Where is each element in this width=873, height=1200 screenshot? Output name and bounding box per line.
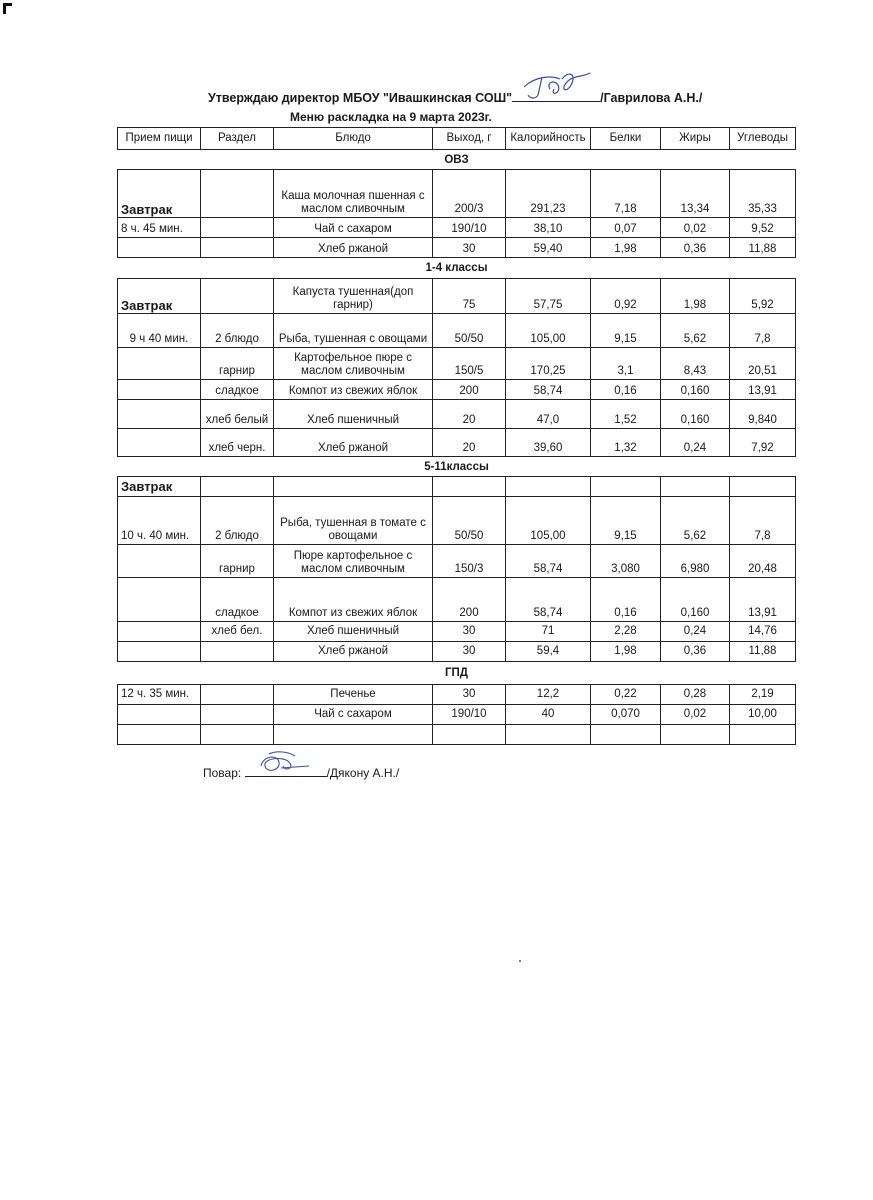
cell-dish: Хлеб ржаной: [274, 642, 433, 662]
cell-time: [118, 642, 201, 662]
cell-dish: Компот из свежих яблок: [274, 380, 433, 400]
table-row: [118, 400, 796, 429]
cell-carbs: 11,88: [730, 642, 796, 662]
table-row: [118, 725, 796, 745]
cell-kcal: 39,60: [506, 429, 591, 457]
group-title-row: [118, 457, 796, 477]
cell-carbs: 7,92: [730, 429, 796, 457]
cell-fat: 0,02: [661, 218, 730, 238]
cell-empty: [274, 477, 433, 497]
group-title: 5-11классы: [118, 457, 796, 477]
cell-section: 2 блюдо: [201, 314, 274, 348]
cell-carbs: 5,92: [730, 279, 796, 314]
cell-time: 9 ч 40 мин.: [118, 314, 201, 348]
col-header-meal: Прием пищи: [118, 128, 201, 150]
table-row: [118, 170, 796, 218]
meal-title: Завтрак: [118, 279, 201, 314]
cell-kcal: 71: [506, 622, 591, 642]
cell-carbs: 2,19: [730, 685, 796, 705]
cell-carbs: 14,76: [730, 622, 796, 642]
cell-yield: 190/10: [433, 218, 506, 238]
cell-empty: [730, 725, 796, 745]
cell-time: [118, 238, 201, 258]
table-row: [118, 380, 796, 400]
cell-time: 8 ч. 45 мин.: [118, 218, 201, 238]
cell-time: [118, 380, 201, 400]
menu-table: [117, 127, 796, 745]
cell-empty: [433, 725, 506, 745]
cell-yield: 75: [433, 279, 506, 314]
cell-section: [201, 170, 274, 218]
cell-dish: Печенье: [274, 685, 433, 705]
table-row: [118, 429, 796, 457]
group-title-row: [118, 662, 796, 685]
cell-carbs: 13,91: [730, 578, 796, 622]
approval-suffix: /Гаврилова А.Н./: [600, 91, 703, 105]
cell-yield: 190/10: [433, 705, 506, 725]
cell-yield: 20: [433, 429, 506, 457]
cell-carbs: 20,48: [730, 545, 796, 578]
cell-carbs: 9,840: [730, 400, 796, 429]
table-row: [118, 218, 796, 238]
cell-time: [118, 400, 201, 429]
cell-time: [118, 622, 201, 642]
col-header-dish: Блюдо: [274, 128, 433, 150]
meal-title: Завтрак: [118, 170, 201, 218]
cell-dish: Чай с сахаром: [274, 705, 433, 725]
table-row: [118, 477, 796, 497]
cell-kcal: 12,2: [506, 685, 591, 705]
group-title-row: [118, 150, 796, 170]
cell-kcal: 59,4: [506, 642, 591, 662]
table-row: [118, 348, 796, 380]
cell-protein: 0,070: [591, 705, 661, 725]
cell-time: [118, 705, 201, 725]
cell-kcal: 38,10: [506, 218, 591, 238]
cell-empty: [118, 725, 201, 745]
cell-dish: Хлеб ржаной: [274, 238, 433, 258]
table-row: [118, 622, 796, 642]
table-row: [118, 238, 796, 258]
cell-time: 10 ч. 40 мин.: [118, 497, 201, 545]
cell-empty: [506, 725, 591, 745]
cell-dish: Хлеб пшеничный: [274, 622, 433, 642]
scan-corner-mark: [3, 3, 12, 14]
cell-kcal: 59,40: [506, 238, 591, 258]
cell-protein: 2,28: [591, 622, 661, 642]
cell-yield: 30: [433, 642, 506, 662]
cell-fat: 1,98: [661, 279, 730, 314]
director-signature: [512, 89, 600, 102]
group-title: ОВЗ: [118, 150, 796, 170]
scan-speck: [519, 960, 521, 962]
table-row: [118, 545, 796, 578]
cell-empty: [201, 725, 274, 745]
cell-empty: [433, 477, 506, 497]
cook-name: /Дякону А.Н./: [326, 766, 400, 780]
cell-dish: Чай с сахаром: [274, 218, 433, 238]
table-row: [118, 642, 796, 662]
col-header-fat: Жиры: [661, 128, 730, 150]
cell-empty: [201, 477, 274, 497]
cell-yield: 50/50: [433, 497, 506, 545]
cell-fat: 13,34: [661, 170, 730, 218]
cell-protein: 0,07: [591, 218, 661, 238]
group-title-row: [118, 258, 796, 279]
col-header-carbs: Углеводы: [730, 128, 796, 150]
director-signature-scribble: [520, 69, 600, 103]
cell-fat: 0,160: [661, 400, 730, 429]
cell-yield: 50/50: [433, 314, 506, 348]
cell-dish: Каша молочная пшенная с маслом сливочным: [274, 170, 433, 218]
cell-fat: 5,62: [661, 497, 730, 545]
cell-dish: Хлеб пшеничный: [274, 400, 433, 429]
cell-yield: 200: [433, 380, 506, 400]
approval-prefix: Утверждаю директор МБОУ "Ивашкинская СОШ": [208, 91, 513, 105]
cell-protein: 0,16: [591, 578, 661, 622]
cook-signature-scribble: [255, 750, 315, 776]
cell-section: [201, 279, 274, 314]
cell-fat: 0,02: [661, 705, 730, 725]
cell-dish: Хлеб ржаной: [274, 429, 433, 457]
cell-section: [201, 642, 274, 662]
cell-dish: Рыба, тушенная с овощами: [274, 314, 433, 348]
cell-protein: 1,52: [591, 400, 661, 429]
cell-protein: 1,98: [591, 642, 661, 662]
cell-dish: Рыба, тушенная в томате с овощами: [274, 497, 433, 545]
cell-kcal: 105,00: [506, 497, 591, 545]
col-header-section: Раздел: [201, 128, 274, 150]
cell-time: [118, 429, 201, 457]
cell-carbs: 7,8: [730, 314, 796, 348]
table-row: [118, 279, 796, 314]
approval-line: [208, 89, 703, 105]
cell-section: хлеб бел.: [201, 622, 274, 642]
cell-empty: [506, 477, 591, 497]
document-subtitle: Меню раскладка на 9 марта 2023г.: [290, 110, 492, 124]
cell-section: хлеб белый: [201, 400, 274, 429]
cell-yield: 30: [433, 238, 506, 258]
cell-kcal: 58,74: [506, 545, 591, 578]
cell-fat: 0,160: [661, 578, 730, 622]
col-header-protein: Белки: [591, 128, 661, 150]
cell-fat: 0,36: [661, 238, 730, 258]
cell-time: [118, 348, 201, 380]
cell-fat: 0,24: [661, 622, 730, 642]
cell-dish: Пюре картофельное с маслом сливочным: [274, 545, 433, 578]
cell-protein: 7,18: [591, 170, 661, 218]
cell-section: хлеб черн.: [201, 429, 274, 457]
cell-section: гарнир: [201, 545, 274, 578]
cell-yield: 200/3: [433, 170, 506, 218]
cell-yield: 30: [433, 622, 506, 642]
cell-kcal: 58,74: [506, 380, 591, 400]
cell-fat: 5,62: [661, 314, 730, 348]
cell-kcal: 291,23: [506, 170, 591, 218]
cell-protein: 3,080: [591, 545, 661, 578]
cell-carbs: 11,88: [730, 238, 796, 258]
cell-carbs: 10,00: [730, 705, 796, 725]
cell-time: [118, 545, 201, 578]
cell-yield: 30: [433, 685, 506, 705]
cook-signature-line: [203, 764, 399, 780]
meal-title: Завтрак: [118, 477, 201, 497]
cell-fat: 8,43: [661, 348, 730, 380]
cell-empty: [591, 477, 661, 497]
cell-empty: [730, 477, 796, 497]
group-title: 1-4 классы: [118, 258, 796, 279]
cell-protein: 1,98: [591, 238, 661, 258]
cell-kcal: 57,75: [506, 279, 591, 314]
cook-signature: [245, 764, 327, 777]
table-row: [118, 578, 796, 622]
cell-protein: 1,32: [591, 429, 661, 457]
table-row: [118, 497, 796, 545]
cell-section: гарнир: [201, 348, 274, 380]
cell-dish: Картофельное пюре с маслом сливочным: [274, 348, 433, 380]
cell-section: [201, 238, 274, 258]
cell-protein: 0,22: [591, 685, 661, 705]
cell-fat: 6,980: [661, 545, 730, 578]
cell-section: сладкое: [201, 578, 274, 622]
table-row: [118, 705, 796, 725]
table-row: [118, 314, 796, 348]
cook-label: Повар:: [203, 766, 242, 780]
cell-time: 12 ч. 35 мин.: [118, 685, 201, 705]
table-header-row: [118, 128, 796, 150]
cell-section: [201, 685, 274, 705]
cell-yield: 150/3: [433, 545, 506, 578]
cell-carbs: 20,51: [730, 348, 796, 380]
cell-fat: 0,160: [661, 380, 730, 400]
cell-fat: 0,36: [661, 642, 730, 662]
cell-time: [118, 578, 201, 622]
cell-kcal: 40: [506, 705, 591, 725]
cell-carbs: 9,52: [730, 218, 796, 238]
cell-yield: 150/5: [433, 348, 506, 380]
cell-kcal: 105,00: [506, 314, 591, 348]
cell-empty: [274, 725, 433, 745]
cell-section: [201, 218, 274, 238]
cell-carbs: 13,91: [730, 380, 796, 400]
cell-kcal: 58,74: [506, 578, 591, 622]
col-header-kcal: Калорийность: [506, 128, 591, 150]
cell-kcal: 47,0: [506, 400, 591, 429]
cell-section: 2 блюдо: [201, 497, 274, 545]
cell-empty: [591, 725, 661, 745]
cell-carbs: 7,8: [730, 497, 796, 545]
cell-section: сладкое: [201, 380, 274, 400]
cell-yield: 200: [433, 578, 506, 622]
cell-fat: 0,24: [661, 429, 730, 457]
col-header-yield: Выход, г: [433, 128, 506, 150]
cell-protein: 3,1: [591, 348, 661, 380]
cell-protein: 0,92: [591, 279, 661, 314]
cell-protein: 9,15: [591, 314, 661, 348]
table-row: [118, 685, 796, 705]
cell-section: [201, 705, 274, 725]
cell-empty: [661, 725, 730, 745]
cell-empty: [661, 477, 730, 497]
cell-yield: 20: [433, 400, 506, 429]
cell-dish: Капуста тушенная(доп гарнир): [274, 279, 433, 314]
cell-carbs: 35,33: [730, 170, 796, 218]
cell-kcal: 170,25: [506, 348, 591, 380]
cell-protein: 9,15: [591, 497, 661, 545]
cell-protein: 0,16: [591, 380, 661, 400]
cell-dish: Компот из свежих яблок: [274, 578, 433, 622]
group-title: ГПД: [118, 662, 796, 685]
cell-fat: 0,28: [661, 685, 730, 705]
